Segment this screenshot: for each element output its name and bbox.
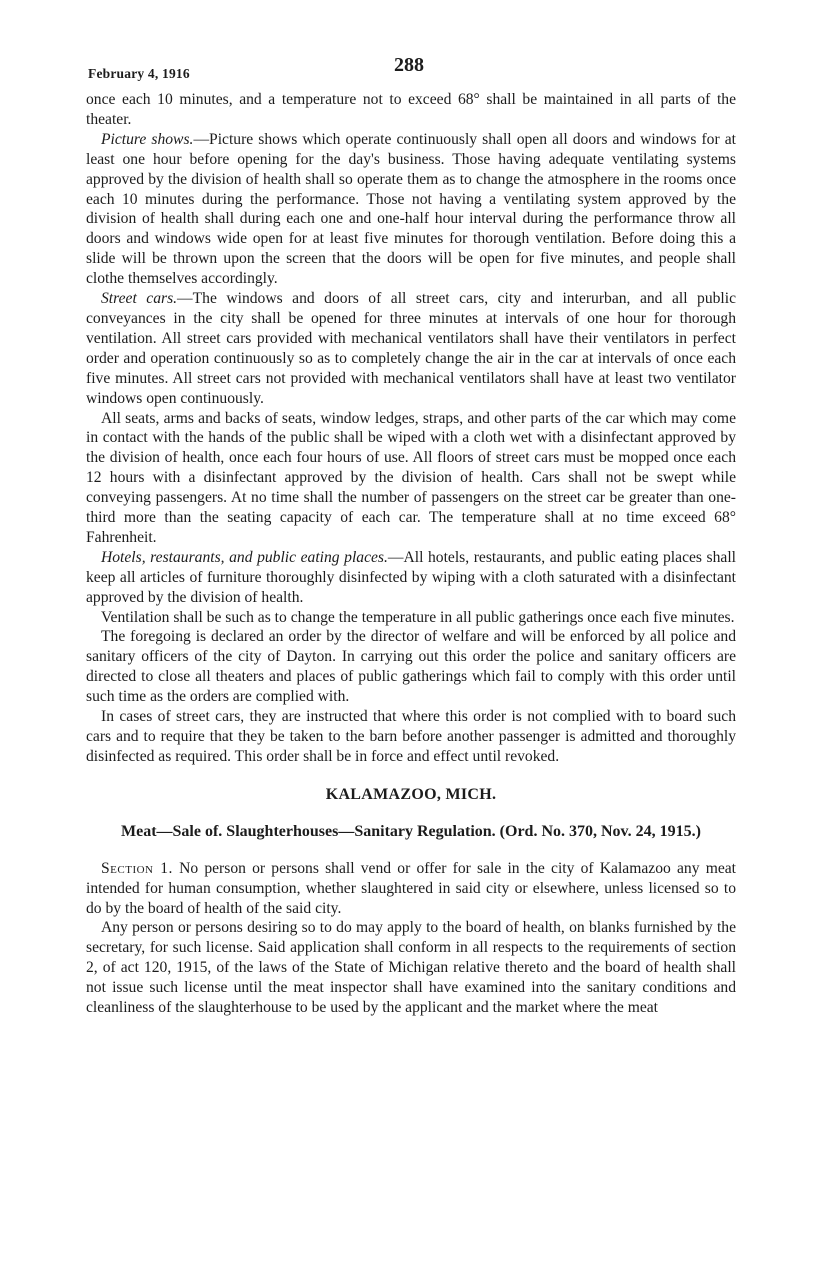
section-label: Section 1.	[101, 859, 173, 877]
paragraph-picture-shows	[86, 130, 736, 289]
paragraph-text: —The windows and doors of all street cars, city and interurban, and all public conveyances in the city shall be opened for three minutes at intervals of one hour for thorough ventilation. All street cars provided with mechanical ventilators shall have their ventilators in perfect order and operation continuously so as to completely change the air in the car at intervals of once each five minutes. All street cars not provided with mechanical ventilators shall have at least two ventilator windows open continuously.	[86, 290, 736, 407]
paragraph-car-disinfection	[86, 409, 736, 548]
paragraph-text: —All hotels, restaurants, and public eating places shall keep all articles of furniture thoroughly disinfected by wiping with a cloth saturated with a disinfectant approved by the division of health.	[86, 548, 736, 606]
paragraph-lead: Street cars.	[101, 290, 178, 308]
paragraph-theater-continued	[86, 90, 736, 130]
paragraph-text: No person or persons shall vend or offer for sale in the city of Kalamazoo any meat intended for human consumption, whether slaughtered in said city or elsewhere, unless licensed so to do by the board of health of the said city.	[86, 859, 736, 917]
header-date: February 4, 1916	[88, 66, 190, 81]
ordinance-heading: Meat—Sale of. Slaughterhouses—Sanitary Regulation. (Ord. No. 370, Nov. 24, 1915.)	[121, 822, 701, 840]
page-number: 288	[394, 54, 424, 76]
paragraph-text: The foregoing is declared an order by the director of welfare and will be enforced by all police and sanitary officers of the city of Dayton. In carrying out this order the police and sanitary officers are directed to close all theaters and places of public gatherings which fail to comply with this order until such time as the orders are complied with.	[86, 628, 736, 706]
paragraph-street-cars	[86, 289, 736, 408]
paragraph-order-dayton	[86, 627, 736, 707]
paragraph-hotels	[86, 548, 736, 608]
page	[86, 56, 736, 1018]
page-header	[86, 56, 736, 90]
paragraph-text: All seats, arms and backs of seats, window ledges, straps, and other parts of the car which may come in contact with the hands of the public shall be wiped with a cloth wet with a disinfectant approved by the division of health, once each four hours of use. All floors of street cars must be mopped once each 12 hours with a disinfectant approved by the division of health. Cars shall not be swept while conveying passengers. At no time shall the number of passengers on the street car be greater than one-third more than the seating capacity of each car. The temperature shall at no time exceed 68° Fahrenheit.	[86, 409, 736, 546]
paragraph-section-1	[86, 859, 736, 919]
paragraph-text: In cases of street cars, they are instructed that where this order is not complied with to board such cars and to require that they be taken to the barn before another passenger is admitted and thoroughly disinfected as required. This order shall be in force and effect until revoked.	[86, 708, 736, 765]
paragraph-license-application	[86, 918, 736, 1018]
city-heading: KALAMAZOO, MICH.	[325, 785, 497, 803]
paragraph-text: Any person or persons desiring so to do may apply to the board of health, on blanks furnished by the secretary, for such license. Said application shall conform in all respects to the requirements of section 2, of act 120, 1915, of the laws of the State of Michigan relative thereto and the board of health shall not issue such license until the meat inspector shall have examined into the sanitary conditions and cleanliness of the slaughterhouse to be used by the applicant and the market where the meat	[86, 919, 736, 1017]
paragraph-lead: Picture shows.	[101, 130, 194, 148]
paragraph-text: Ventilation shall be such as to change the temperature in all public gatherings once each five minutes.	[101, 608, 735, 626]
paragraph-text: —Picture shows which operate continuously shall open all doors and windows for at least one hour before opening for the day's business. Those having adequate ventilating systems approved by the division of health shall so operate them as to change the atmosphere in the rooms once each 10 minutes during the performance. Those not having a ventilating system approved by the division of health shall during each one and one-half hour interval during the performance throw all doors and windows wide open for at least five minutes for thorough ventilation. Before doing this a slide will be thrown upon the screen that the doors will be open for five minutes, and people shall clothe themselves accordingly.	[86, 130, 736, 288]
paragraph-text: once each 10 minutes, and a temperature not to exceed 68° shall be maintained in all parts of the theater.	[86, 91, 736, 128]
paragraph-ventilation	[86, 608, 736, 628]
paragraph-lead: Hotels, restaurants, and public eating places.	[101, 548, 388, 566]
paragraph-street-car-enforcement	[86, 707, 736, 767]
